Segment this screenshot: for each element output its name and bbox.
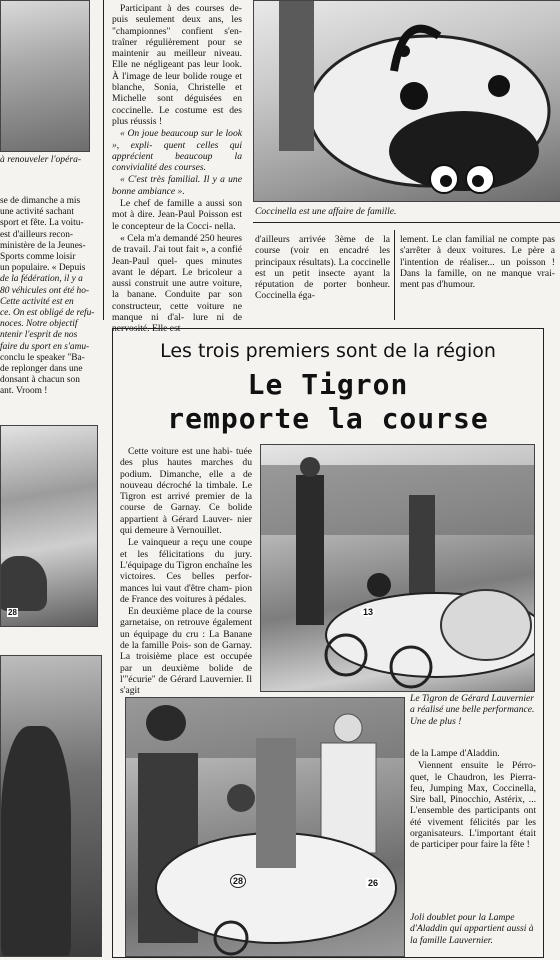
left-line: ce. On est obligé de refu- xyxy=(0,308,95,319)
aladdin-photo xyxy=(125,697,405,957)
paragraph-quote: « C'est très familial. Il y a une bonne ambiance ». xyxy=(112,174,242,197)
coccinella-photo-caption: Coccinella est une affaire de famille. xyxy=(255,206,397,217)
column-rule xyxy=(103,0,104,320)
kart-number-aladdin-side: 26 xyxy=(368,878,379,888)
aladdin-kart-illustration xyxy=(126,698,404,956)
car-shape xyxy=(0,556,47,611)
car-number: 28 xyxy=(8,608,17,617)
left-line: de replonger dans une xyxy=(0,364,83,375)
tigron-kart-illustration xyxy=(261,445,534,691)
aladdin-photo-caption: Joli doublet pour la Lampe d'Aladdin qui appartient aussi à la famille Lauvernier. xyxy=(410,912,534,946)
left-photo-middle xyxy=(0,425,98,627)
figure-silhouette xyxy=(1,726,71,956)
article-body-left xyxy=(120,446,252,698)
column-rule xyxy=(394,230,395,320)
kart-number-tigron: 13 xyxy=(363,607,374,617)
article-headline-line-2: remporte la course xyxy=(167,402,489,435)
paragraph: Le chef de famille a aussi son mot à dire. Jean-Paul Poisson est le concepteur de la Cocci- nella. xyxy=(112,198,242,232)
caption-rule xyxy=(253,222,560,223)
paragraph-quote: « On joue beaucoup sur le look », expli- quent celles qui apprécient beaucoup la convivialité des courses. xyxy=(112,128,242,174)
left-line: donsant à chacun son xyxy=(0,375,80,386)
left-line: ant. Vroom ! xyxy=(0,386,48,397)
left-photo-bottom xyxy=(0,655,102,957)
article-kicker: Les trois premiers sont de la région xyxy=(160,340,496,362)
left-line: Sports comme loisir xyxy=(0,252,76,263)
left-line: se de dimanche a mis xyxy=(0,196,81,206)
kart-number-aladdin: 28 xyxy=(230,874,246,888)
top-column-1 xyxy=(112,3,242,336)
top-column-2 xyxy=(255,234,390,303)
paragraph: d'ailleurs arrivée 3ème de la course (voir en encadré les principaux résultats). La coccinelle est un petit insecte ayant la réputation de porter bonheur. Coccinella éga- xyxy=(255,234,390,302)
paragraph: « Cela m'a demandé 250 heures de travail. J'ai tout fait », a confié Jean-Paul quel- ques minutes avant le départ. Le bricoleur a aussi construit une autre voiture, la banane. Conduite par son constructeur, cette voiture ne manque ni d'al- lure ni de nervosité. Elle est xyxy=(112,232,242,335)
paragraph: En deuxième place de la course garnetaise, on retrouve également un équipage du cru : La Banane de la famille Pois- son de Garnay. La troisième place est occupée par un deuxième bolide de l'"écurie" de Gérard Lauvernier. Il s'agit xyxy=(120,606,252,697)
left-line: est d'ailleurs recon- xyxy=(0,229,74,240)
left-line: de la fédération, il y a xyxy=(0,274,83,285)
paragraph: Cette voiture est une habi- tuée des plus hautes marches du podium. Dimanche, elle a de nouveau décroché la timbale. Le Tigron est arrivé premier de la course de Garnay. Ce bolide appartient à Gérard Lauver- nier qui demeure à Vernouillet. xyxy=(120,446,252,537)
left-line: un populaire. « Depuis xyxy=(0,263,86,274)
top-column-3 xyxy=(400,234,555,291)
coccinella-photo xyxy=(253,0,560,202)
tigron-photo-caption: Le Tigron de Gérard Lauvernier a réalisé une belle performance. Une de plus ! xyxy=(410,693,535,727)
tigron-photo xyxy=(260,444,535,692)
left-line: sport et fête. La voitu- xyxy=(0,218,84,229)
left-line: noces. Notre objectif xyxy=(0,319,78,330)
paragraph: Participant à des courses de- puis seulement deux ans, les "championnes" confient s'en- traîner régulièrement pour se maintenir au meilleur niveau. Elle ne négligeant pas leur look. À l'image de leur bolide rouge et blanche, Sonia, Christelle et Michelle sont déguisées en coccinelle. Le costume est des plus réussis ! xyxy=(112,3,242,127)
paragraph: de la Lampe d'Aladdin. xyxy=(410,748,500,759)
left-line: une activité sachant xyxy=(0,207,74,218)
left-line: faire du sport en s'amu- xyxy=(0,341,90,352)
left-photo-caption-fragment: à renouveler l'opéra- xyxy=(0,154,82,165)
left-line: conclu le speaker "Ba- xyxy=(0,352,85,363)
paragraph: Viennent ensuite le Pérro- quet, le Chaudron, les Pierra- feu, Jumping Max, Coccinella, Sire ball, Pinocchio, Astérix, ... L'ensemble des participants ont été vivement félicités par les organisateurs. L'important était de participer pour faire la fête ! xyxy=(410,760,536,851)
left-line: 80 véhicules ont été ho- xyxy=(0,285,90,296)
left-line: ntenir l'esprit de nos xyxy=(0,330,78,341)
article-body-right xyxy=(410,748,536,852)
left-line: Cette activité est en xyxy=(0,296,74,307)
left-photo-top xyxy=(0,0,90,152)
paragraph: Le vainqueur a reçu une coupe et les félicitations du jury. L'équipage du Tigron enchaîne les victoires. Ces belles perfor- mances lui vaut d'être cham- pion de France des voitures à pédales. xyxy=(120,537,252,605)
left-line: ministère de la Jeunes- xyxy=(0,240,86,251)
article-headline-line-1: Le Tigron xyxy=(247,368,409,401)
ladybug-kart-illustration xyxy=(254,1,560,201)
paragraph: lement. Le clan familial ne compte pas s'arrêter à deux voitures. Le père a l'intention de réaliser... un poisson ! Dans la famille, on ne manque vrai- ment pas d'humour. xyxy=(400,234,555,291)
left-column-text xyxy=(0,196,100,398)
